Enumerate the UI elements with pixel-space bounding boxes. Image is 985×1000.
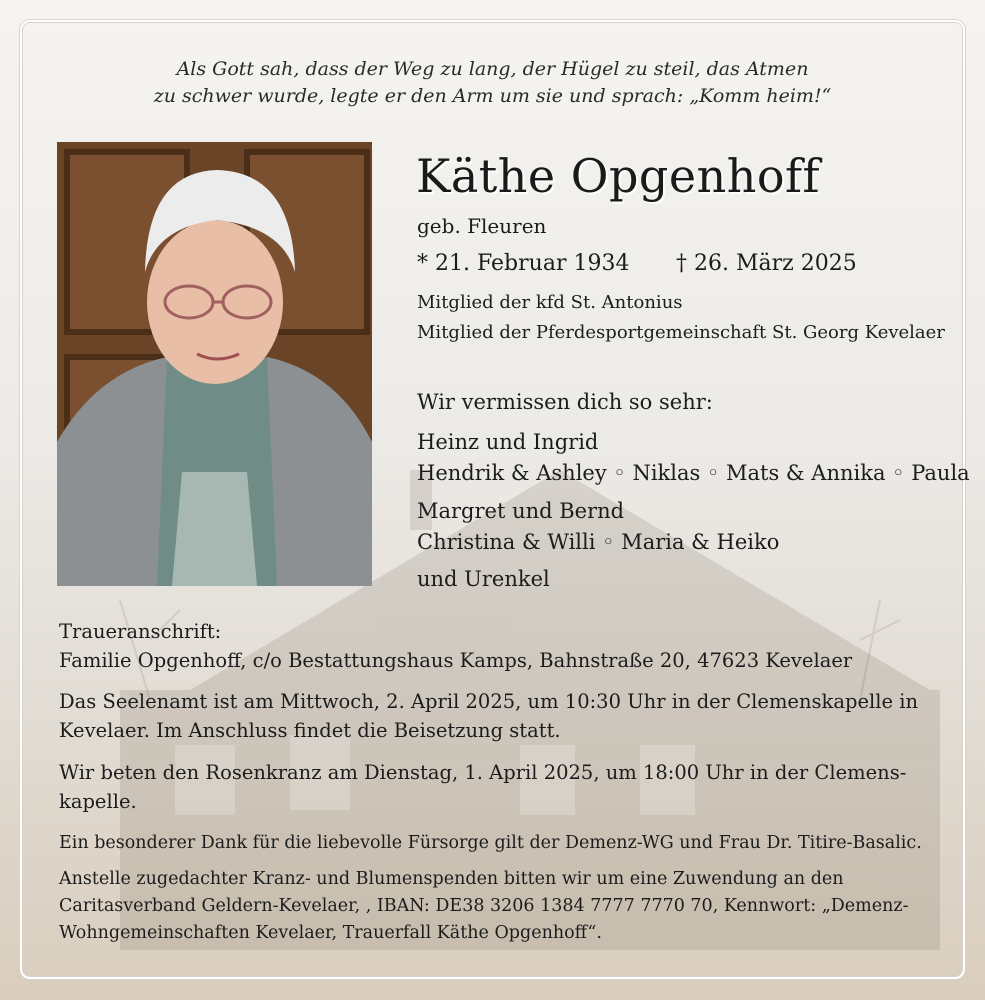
mourners-intro: Wir vermissen dich so sehr: bbox=[417, 390, 713, 414]
membership-kfd: Mitglied der kfd St. Antonius bbox=[417, 292, 683, 313]
death-date: † 26. März 2025 bbox=[676, 251, 857, 276]
donation-line-1: Anstelle zugedachter Kranz- und Blumenspenden bitten wir um eine Zuwendung an den bbox=[59, 869, 844, 889]
address-label: Traueranschrift: bbox=[59, 620, 222, 643]
birth-name: geb. Fleuren bbox=[417, 214, 547, 238]
mourner-line-3: Margret und Bernd bbox=[417, 499, 625, 523]
motto-verse bbox=[60, 56, 925, 110]
mourner-line-4: Christina & Willi ◦ Maria & Heiko bbox=[417, 530, 780, 554]
address-block bbox=[59, 617, 929, 675]
mourner-line-2: Hendrik & Ashley ◦ Niklas ◦ Mats & Annika ◦ Paula bbox=[417, 461, 970, 485]
funeral-service-block bbox=[59, 687, 929, 745]
service-line-1: Das Seelenamt ist am Mittwoch, 2. April 2025, um 10:30 Uhr in der Clemenskapelle in bbox=[59, 690, 919, 713]
mourner-line-1: Heinz und Ingrid bbox=[417, 430, 599, 454]
rosary-block bbox=[59, 758, 929, 816]
thanks-text: Ein besonderer Dank für die liebevolle Fürsorge gilt der Demenz-WG und Frau Dr. Titire-Basalic. bbox=[59, 833, 922, 853]
membership-horse-club: Mitglied der Pferdesportgemeinschaft St. Georg Kevelaer bbox=[417, 322, 945, 343]
portrait-photo bbox=[57, 142, 372, 586]
mourner-line-5: und Urenkel bbox=[417, 567, 550, 591]
address-text: Familie Opgenhoff, c/o Bestattungshaus Kamps, Bahnstraße 20, 47623 Kevelaer bbox=[59, 649, 853, 672]
donation-line-3: Wohngemeinschaften Kevelaer, Trauerfall Käthe Opgenhoff“. bbox=[59, 923, 602, 943]
donation-line-2: Caritasverband Geldern-Kevelaer, , IBAN: DE38 3206 1384 7777 7770 70, Kennwort: „Demenz- bbox=[59, 896, 909, 916]
donation-block bbox=[59, 866, 929, 947]
deceased-name: Käthe Opgenhoff bbox=[416, 149, 821, 203]
service-line-2: Kevelaer. Im Anschluss findet die Beisetzung statt. bbox=[59, 719, 561, 742]
rosary-line-1: Wir beten den Rosenkranz am Dienstag, 1. April 2025, um 18:00 Uhr in der Clemens- bbox=[59, 761, 907, 784]
motto-line-2: zu schwer wurde, legte er den Arm um sie und sprach: „Komm heim!“ bbox=[153, 85, 832, 107]
rosary-line-2: kapelle. bbox=[59, 790, 137, 813]
birth-date: * 21. Februar 1934 bbox=[417, 251, 630, 276]
motto-line-1: Als Gott sah, dass der Weg zu lang, der Hügel zu steil, das Atmen bbox=[176, 58, 809, 80]
